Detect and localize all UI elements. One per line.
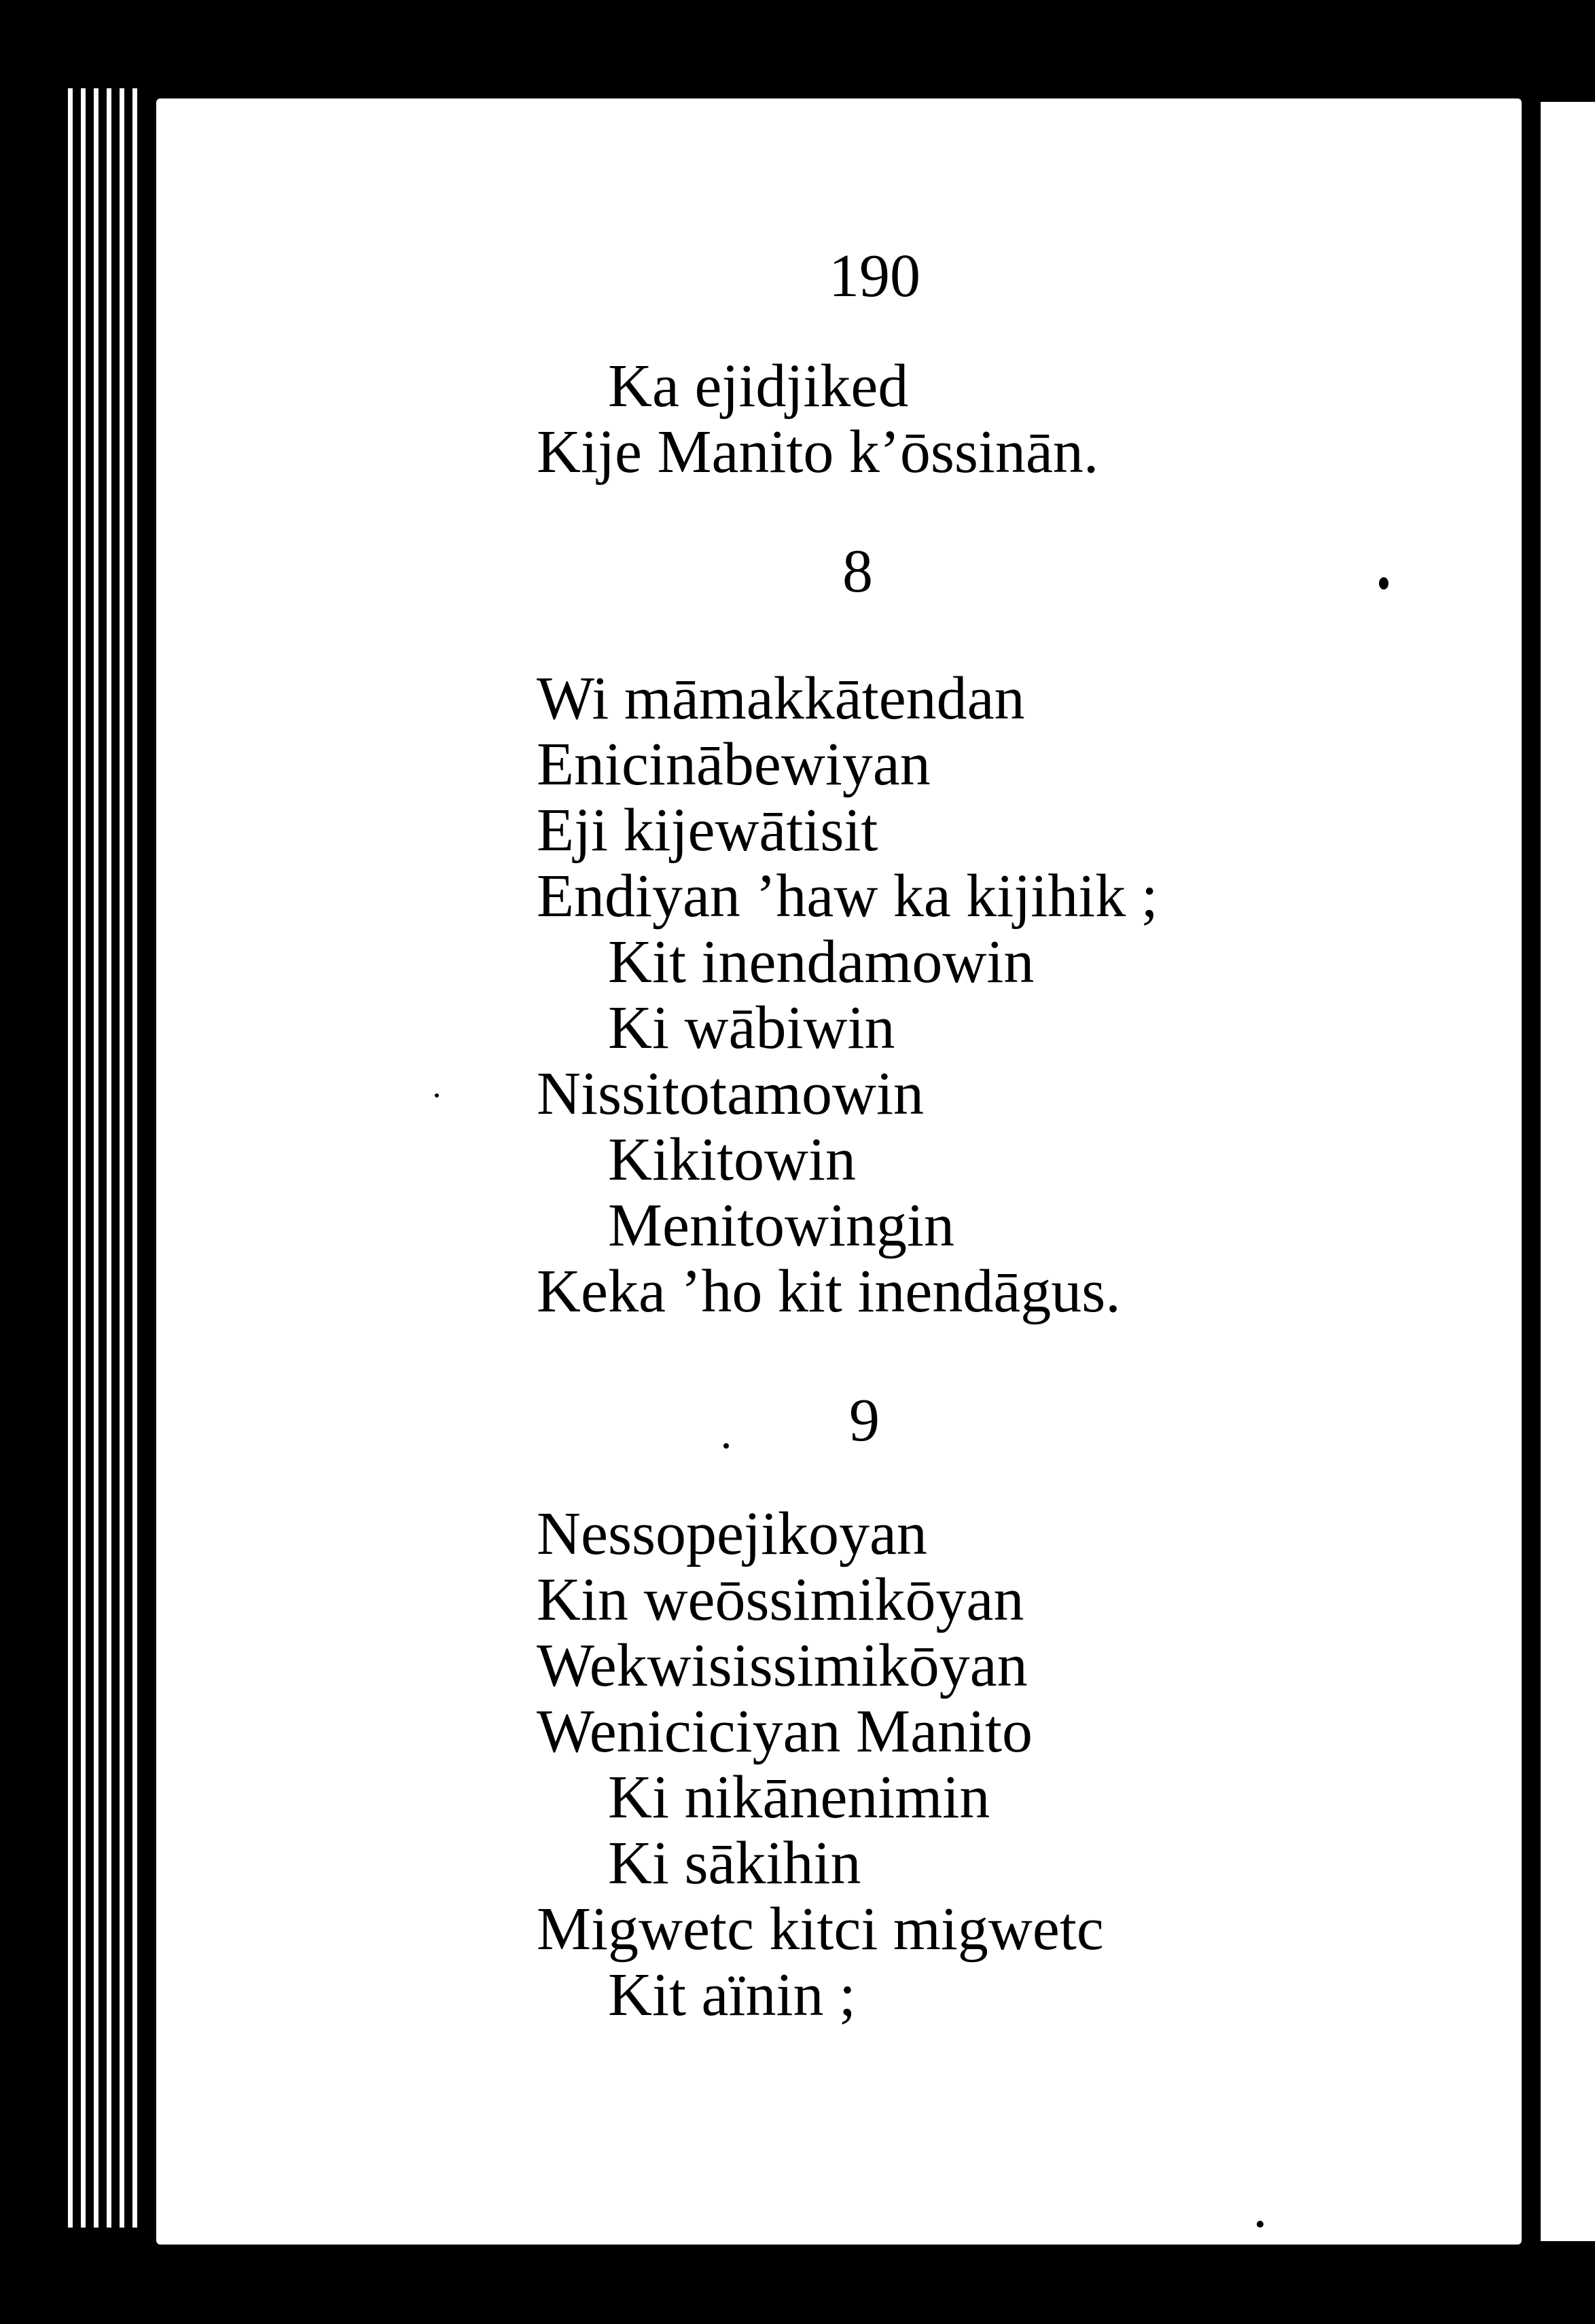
page-number: 190 xyxy=(829,242,920,310)
verse-line: Weniciciyan Manito xyxy=(537,1698,1033,1765)
verse-line: Kin weōssimikōyan xyxy=(537,1566,1024,1633)
verse-line: Nissitotamowin xyxy=(537,1060,925,1127)
facing-page-edge xyxy=(1541,102,1595,2241)
verse-line: Wi māmakkātendan xyxy=(537,665,1025,732)
verse-line: Kit aïnin ; xyxy=(608,1961,856,2029)
verse-line: Wekwisissimikōyan xyxy=(537,1632,1028,1699)
verse-line: Enicinābewiyan xyxy=(537,731,931,798)
ink-speck xyxy=(435,1093,439,1097)
verse-line: Kit inendamowin xyxy=(608,928,1035,996)
stanza-number-9: 9 xyxy=(849,1387,880,1454)
verse-line: Ki sākihin xyxy=(608,1830,861,1897)
verse-line: Kije Manito k’ōssinān. xyxy=(537,418,1099,486)
verse-line: Ki nikānenimin xyxy=(608,1764,990,1831)
verse-line: Menitowingin xyxy=(608,1192,954,1259)
stanza-number-8: 8 xyxy=(842,538,873,605)
stanza-8 xyxy=(537,666,1158,1324)
verse-line: Eji kijewātisit xyxy=(537,797,878,864)
verse-line: Endiyan ’haw ka kijihik ; xyxy=(537,863,1158,930)
stanza-9 xyxy=(537,1501,1104,2028)
verse-line: Migwetc kitci migwetc xyxy=(537,1895,1104,1963)
verse-line: Keka ’ho kit inendāgus. xyxy=(537,1258,1121,1325)
verse-line: Nessopejikoyan xyxy=(537,1500,927,1567)
verse-line: Ka ejidjiked xyxy=(608,352,909,420)
verse-line: Kikitowin xyxy=(608,1126,857,1193)
ink-speck xyxy=(723,1443,729,1449)
book-binding-edge xyxy=(68,88,143,2248)
stanza-7-continued xyxy=(537,353,1098,485)
ink-speck xyxy=(1379,577,1388,589)
verse-line: Ki wābiwin xyxy=(608,994,895,1061)
ink-speck xyxy=(1257,2221,1264,2228)
